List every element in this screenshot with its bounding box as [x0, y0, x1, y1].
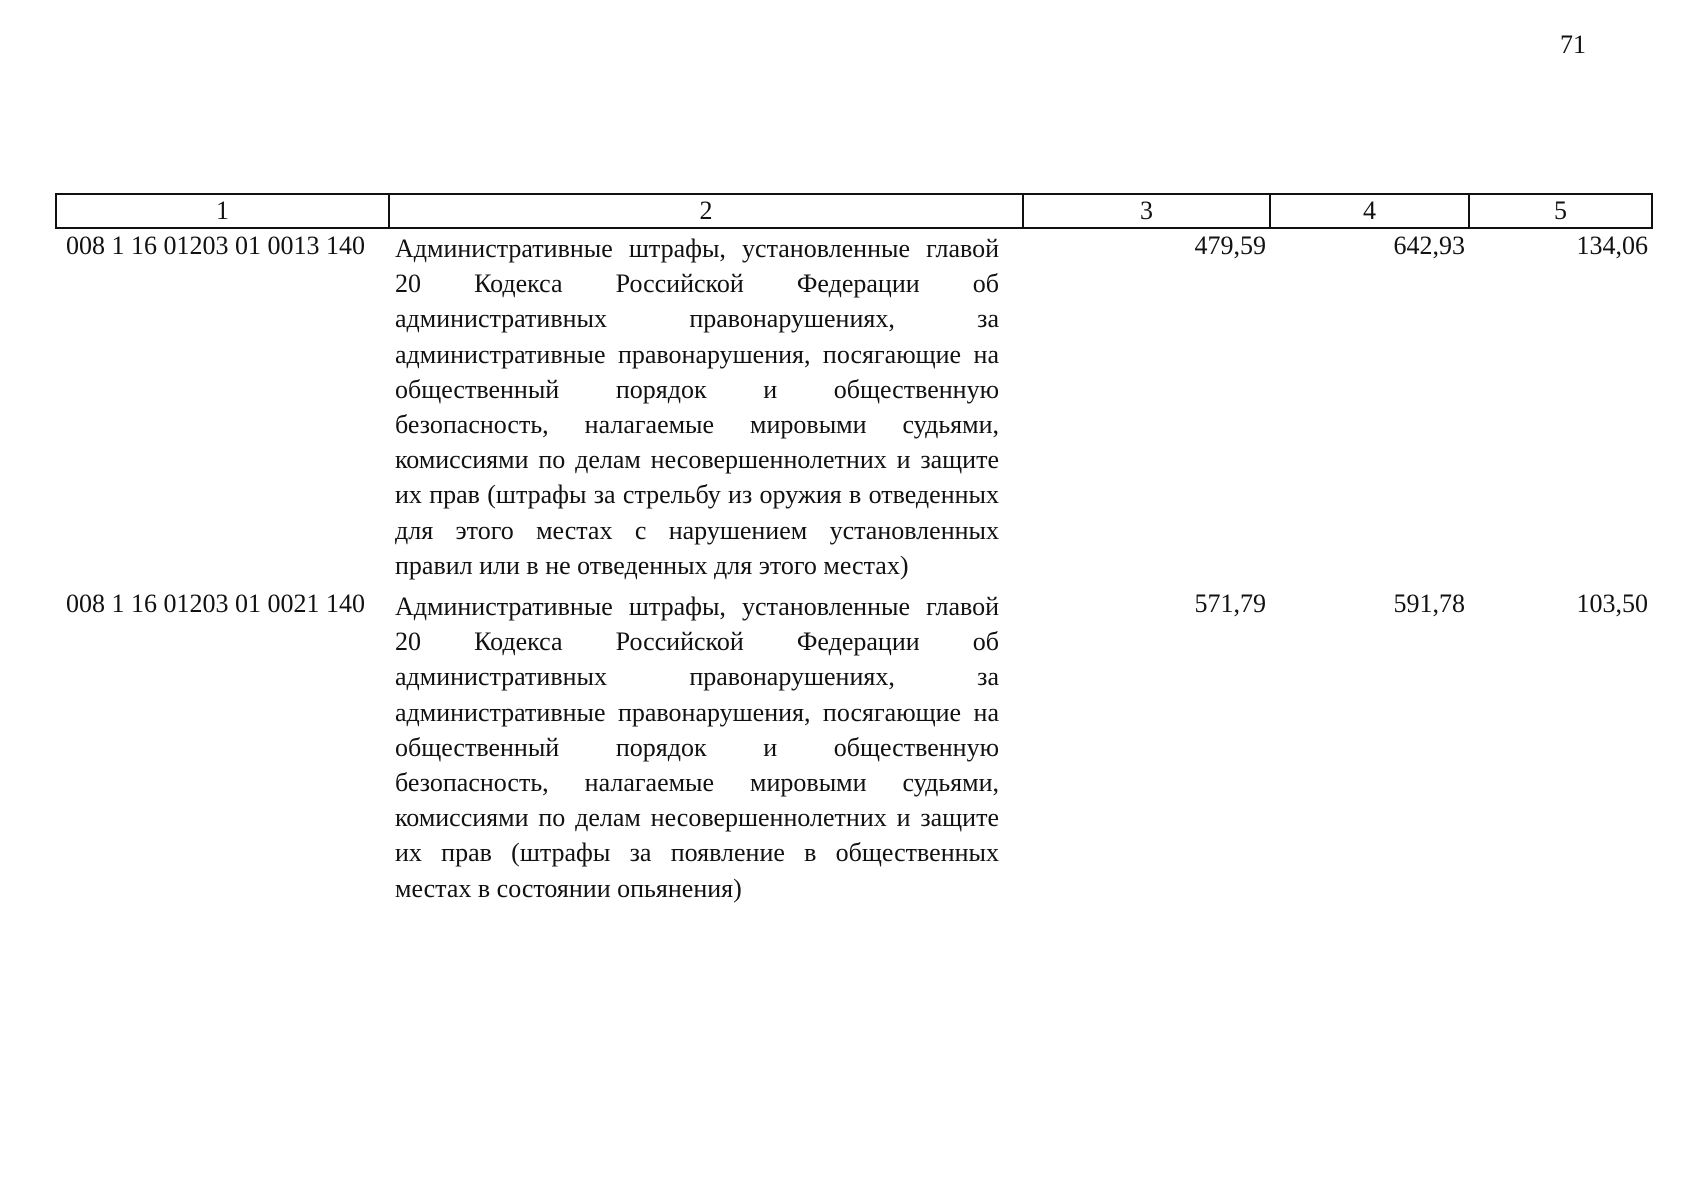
- header-col-3: 3: [1023, 194, 1270, 228]
- row-value-col3: 571,79: [1194, 589, 1266, 619]
- row-description: Административные штрафы, установленные главой 20 Кодекса Российской Федерации об административных правонарушениях, за административные правонарушения, посягающие на общественный порядок и общественную безопасность, налагаемые мировыми судьями, комиссиями по делам несовершеннолетних и защите их прав (штрафы за появление в общественных местах в состоянии опьянения): [395, 592, 999, 903]
- row-description: Административные штрафы, установленные главой 20 Кодекса Российской Федерации об административных правонарушениях, за административные правонарушения, посягающие на общественный порядок и общественную безопасность, налагаемые мировыми судьями, комиссиями по делам несовершеннолетних и защите их прав (штрафы за стрельбу из оружия в отведенных для этого местах с нарушением установленных правил или в не отведенных для этого местах): [395, 234, 999, 580]
- header-row: [56, 194, 1652, 228]
- table-header: [56, 194, 1652, 228]
- header-col-4: 4: [1270, 194, 1469, 228]
- page-number: 71: [1560, 30, 1586, 59]
- header-col-1: 1: [56, 194, 389, 228]
- row-value-col4: 591,78: [1393, 589, 1465, 619]
- row-value-col5: 134,06: [1576, 231, 1648, 260]
- header-col-2: 2: [389, 194, 1023, 228]
- row-value-col5: 103,50: [1576, 589, 1648, 619]
- budget-table-container: [55, 193, 1651, 906]
- row-code: 008 1 16 01203 01 0013 140: [66, 231, 365, 260]
- row-value-col3: 479,59: [1194, 231, 1266, 260]
- table-row: [56, 228, 1652, 583]
- table-body: [56, 228, 1652, 906]
- row-value-col4: 642,93: [1393, 231, 1465, 260]
- header-col-5: 5: [1469, 194, 1652, 228]
- table-row: [56, 583, 1652, 906]
- budget-table: [55, 193, 1653, 906]
- row-code: 008 1 16 01203 01 0021 140: [66, 589, 365, 619]
